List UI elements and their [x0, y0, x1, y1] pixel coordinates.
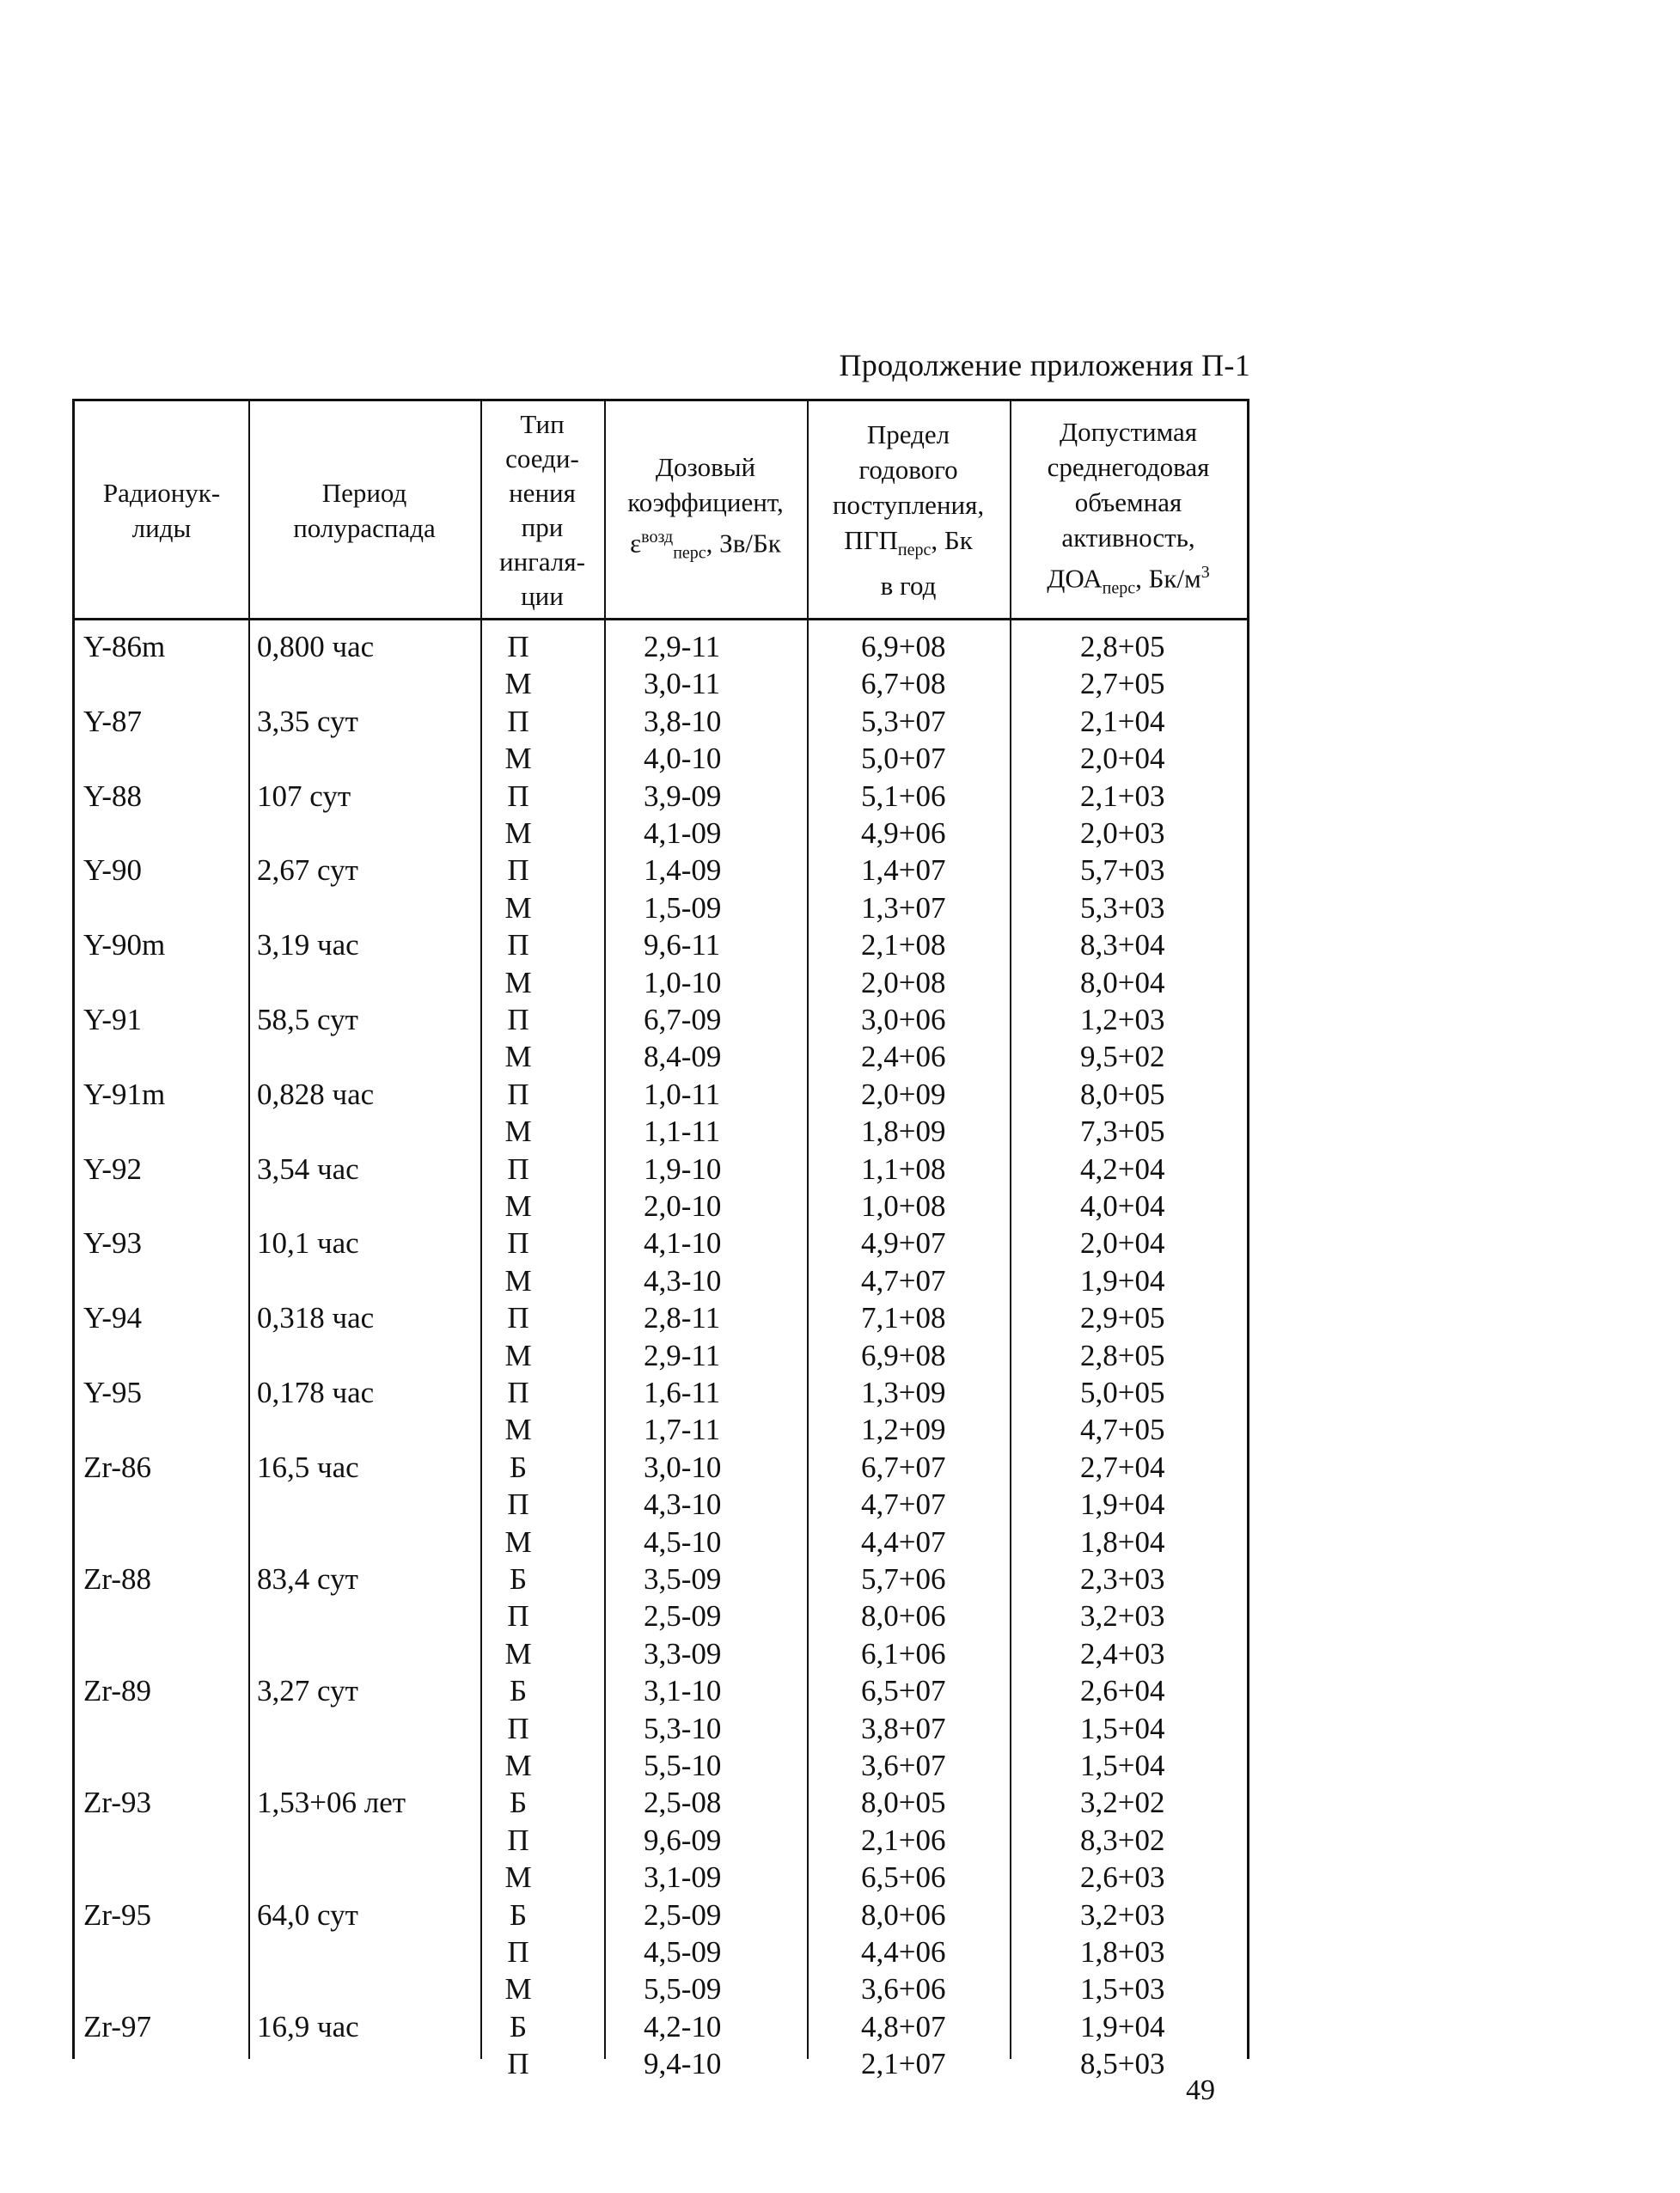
concentration-cell: 1,5+04	[1080, 1749, 1165, 1782]
header-doa-sup: 3	[1200, 562, 1210, 582]
header-dose-line: коэффициент,	[627, 486, 784, 517]
nuclide-cell: Y-90	[83, 853, 143, 888]
header-type-line: Тип	[520, 408, 565, 439]
header-nuclide-line: Радионук-	[102, 477, 221, 508]
concentration-cell: 5,3+03	[1080, 890, 1165, 925]
dose-coefficient-cell: 2,9-11	[644, 630, 721, 663]
concentration-cell: 3,2+03	[1080, 1897, 1165, 1932]
header-period-line: полураспада	[293, 512, 436, 543]
period-cell: 3,27 сут	[257, 1674, 358, 1708]
header-dose-line: Дозовый	[655, 451, 756, 482]
header-doa-line: активность,	[1061, 522, 1195, 553]
intake-limit-cell: 6,5+06	[861, 1860, 946, 1895]
header-dose-sup: возд	[641, 527, 674, 547]
header-dose-unit: , Зв/Бк	[706, 528, 781, 559]
dose-coefficient-cell: 4,0-10	[644, 742, 722, 776]
dose-coefficient-cell: 8,4-09	[644, 1040, 722, 1074]
concentration-cell: 8,3+04	[1080, 928, 1165, 962]
dose-coefficient-cell: 3,5-09	[644, 1562, 722, 1596]
intake-limit-cell: 3,8+07	[861, 1711, 946, 1745]
compound-type-cell: П	[507, 1151, 529, 1186]
table-row	[75, 1374, 1247, 1411]
table-row	[75, 740, 1247, 777]
nuclide-cell: Y-95	[83, 1376, 143, 1409]
nuclide-cell: Zr-88	[83, 1562, 151, 1596]
table-row	[75, 1524, 1247, 1561]
concentration-cell: 2,7+05	[1080, 667, 1165, 701]
compound-type-cell: Б	[509, 1450, 528, 1484]
header-ppg-unit: , Бк	[931, 524, 973, 555]
concentration-cell: 2,1+03	[1080, 779, 1165, 813]
compound-type-cell: П	[507, 630, 529, 663]
header-ppg-line: Предел	[866, 418, 950, 449]
concentration-cell: 2,6+04	[1080, 1674, 1165, 1708]
compound-type-cell: Б	[509, 1897, 528, 1932]
compound-type-cell: М	[504, 742, 532, 776]
intake-limit-cell: 1,8+09	[861, 1115, 946, 1149]
table-row	[75, 1970, 1247, 2007]
nuclide-cell: Zr-97	[83, 2009, 151, 2043]
dose-coefficient-cell: 5,3-10	[644, 1711, 722, 1745]
concentration-cell: 2,6+03	[1080, 1860, 1165, 1895]
table-row	[75, 852, 1247, 889]
intake-limit-cell: 4,7+07	[861, 1263, 946, 1298]
header-type-line: ции	[521, 580, 564, 611]
period-cell: 0,318 час	[257, 1301, 375, 1335]
period-cell: 3,19 час	[257, 928, 359, 962]
dose-coefficient-cell: 6,7-09	[644, 1003, 722, 1036]
concentration-cell: 8,3+02	[1080, 1823, 1165, 1857]
table-row	[75, 1933, 1247, 1970]
concentration-cell: 7,3+05	[1080, 1115, 1165, 1149]
concentration-cell: 1,9+04	[1080, 1263, 1165, 1298]
compound-type-cell: Б	[509, 1674, 528, 1708]
dose-coefficient-cell: 9,6-09	[644, 1823, 722, 1857]
intake-limit-cell: 4,4+07	[861, 1524, 946, 1559]
compound-type-cell: П	[507, 1226, 529, 1261]
nuclide-cell: Zr-93	[83, 1786, 151, 1820]
dose-coefficient-cell: 4,5-10	[644, 1524, 722, 1559]
concentration-cell: 2,3+03	[1080, 1562, 1165, 1596]
table-row	[75, 1597, 1247, 1634]
table-row	[75, 1635, 1247, 1672]
concentration-cell: 2,0+04	[1080, 742, 1165, 776]
table-row	[75, 703, 1247, 740]
dose-coefficient-cell: 3,1-09	[644, 1860, 722, 1895]
compound-type-cell: П	[507, 1376, 529, 1409]
dose-coefficient-cell: 1,4-09	[644, 853, 722, 888]
concentration-cell: 2,4+03	[1080, 1636, 1165, 1671]
intake-limit-cell: 4,8+07	[861, 2009, 946, 2043]
intake-limit-cell: 5,7+06	[861, 1562, 946, 1596]
period-cell: 83,4 сут	[257, 1562, 358, 1596]
dose-coefficient-cell: 1,0-10	[644, 965, 722, 999]
table-row	[75, 1897, 1247, 1933]
concentration-cell: 5,7+03	[1080, 853, 1165, 888]
dose-coefficient-cell: 2,9-11	[644, 1338, 721, 1372]
header-nuclide	[75, 401, 248, 619]
table-row	[75, 1859, 1247, 1896]
intake-limit-cell: 8,0+06	[861, 1599, 946, 1634]
compound-type-cell: П	[507, 1935, 529, 1969]
intake-limit-cell: 2,1+08	[861, 928, 946, 962]
table-row	[75, 1001, 1247, 1038]
table-row	[75, 1710, 1247, 1747]
compound-type-cell: М	[504, 1860, 532, 1895]
table-row	[75, 665, 1247, 702]
intake-limit-cell: 3,0+06	[861, 1003, 946, 1036]
compound-type-cell: П	[507, 2047, 529, 2081]
header-type-line: соеди-	[505, 443, 579, 473]
dose-coefficient-cell: 4,1-09	[644, 816, 722, 850]
intake-limit-cell: 1,4+07	[861, 853, 946, 888]
compound-type-cell: П	[507, 779, 529, 813]
intake-limit-cell: 4,9+06	[861, 816, 946, 850]
header-doa-unit: , Бк/м	[1135, 563, 1201, 594]
dose-coefficient-cell: 5,5-10	[644, 1749, 722, 1782]
nuclide-cell: Y-94	[83, 1301, 143, 1335]
compound-type-cell: М	[504, 1972, 532, 2007]
compound-type-cell: М	[504, 890, 532, 925]
period-cell: 3,54 час	[257, 1151, 359, 1186]
table-row	[75, 1561, 1247, 1597]
dose-coefficient-cell: 2,5-08	[644, 1786, 722, 1820]
continuation-title: Продолжение приложения П-1	[839, 348, 1250, 382]
table-row	[75, 1486, 1247, 1523]
table-row	[75, 1784, 1247, 1821]
intake-limit-cell: 4,4+06	[861, 1935, 946, 1969]
table-row	[75, 1113, 1247, 1150]
header-type	[480, 401, 604, 619]
table-row	[75, 1672, 1247, 1709]
nuclide-cell: Y-93	[83, 1226, 143, 1261]
dose-coefficient-cell: 1,9-10	[644, 1151, 722, 1186]
intake-limit-cell: 6,9+08	[861, 1338, 946, 1372]
intake-limit-cell: 5,1+06	[861, 779, 946, 813]
intake-limit-cell: 7,1+08	[861, 1301, 946, 1335]
period-cell: 2,67 сут	[257, 853, 358, 888]
header-ppg-line: годового	[858, 454, 958, 485]
concentration-cell: 8,0+04	[1080, 965, 1165, 999]
concentration-cell: 9,5+02	[1080, 1040, 1165, 1074]
header-period	[248, 401, 480, 619]
period-cell: 10,1 час	[257, 1226, 359, 1261]
concentration-cell: 2,0+04	[1080, 1226, 1165, 1261]
dose-coefficient-cell: 3,8-10	[644, 704, 722, 738]
header-type-line: ингаля-	[499, 546, 585, 577]
compound-type-cell: Б	[509, 2009, 528, 2043]
intake-limit-cell: 6,7+07	[861, 1450, 946, 1484]
period-cell: 1,53+06 лет	[257, 1786, 406, 1820]
nuclide-cell: Y-92	[83, 1151, 143, 1186]
dose-coefficient-cell: 1,5-09	[644, 890, 722, 925]
compound-type-cell: П	[507, 853, 529, 888]
compound-type-cell: П	[507, 1487, 529, 1522]
dose-coefficient-cell: 4,1-10	[644, 1226, 722, 1261]
header-doa-symbol: ДОА	[1047, 563, 1103, 594]
concentration-cell: 5,0+05	[1080, 1376, 1165, 1409]
period-cell: 0,800 час	[257, 630, 375, 663]
period-cell: 64,0 сут	[257, 1897, 358, 1932]
intake-limit-cell: 8,0+06	[861, 1897, 946, 1932]
header-ppg-symbol: ПГП	[844, 524, 898, 555]
concentration-cell: 1,9+04	[1080, 1487, 1165, 1522]
nuclide-cell: Y-87	[83, 704, 143, 738]
compound-type-cell: М	[504, 816, 532, 850]
dose-coefficient-cell: 4,5-09	[644, 1935, 722, 1969]
concentration-cell: 1,9+04	[1080, 2009, 1165, 2043]
concentration-cell: 2,7+04	[1080, 1450, 1165, 1484]
dose-coefficient-cell: 4,3-10	[644, 1487, 722, 1522]
dose-coefficient-cell: 1,0-11	[644, 1077, 721, 1111]
dose-coefficient-cell: 4,2-10	[644, 2009, 722, 2043]
dose-coefficient-cell: 3,1-10	[644, 1674, 722, 1708]
concentration-cell: 2,0+03	[1080, 816, 1165, 850]
compound-type-cell: М	[504, 1263, 532, 1298]
compound-type-cell: П	[507, 928, 529, 962]
compound-type-cell: Б	[509, 1786, 528, 1820]
concentration-cell: 1,5+03	[1080, 1972, 1165, 2007]
dose-coefficient-cell: 4,3-10	[644, 1263, 722, 1298]
concentration-cell: 4,2+04	[1080, 1151, 1165, 1186]
dose-coefficient-cell: 1,6-11	[644, 1376, 721, 1409]
header-doa-sub: перс	[1102, 578, 1136, 598]
dose-coefficient-cell: 3,0-11	[644, 667, 721, 701]
intake-limit-cell: 2,0+09	[861, 1077, 946, 1111]
compound-type-cell: М	[504, 1040, 532, 1074]
concentration-cell: 8,5+03	[1080, 2047, 1165, 2081]
dose-coefficient-cell: 5,5-09	[644, 1972, 722, 2007]
intake-limit-cell: 6,5+07	[861, 1674, 946, 1708]
intake-limit-cell: 6,9+08	[861, 630, 946, 663]
table-row	[75, 1151, 1247, 1188]
dose-coefficient-cell: 3,0-10	[644, 1450, 722, 1484]
dose-coefficient-cell: 3,9-09	[644, 779, 722, 813]
intake-limit-cell: 4,7+07	[861, 1487, 946, 1522]
intake-limit-cell: 4,9+07	[861, 1226, 946, 1261]
header-dose-sub: перс	[673, 543, 706, 563]
intake-limit-cell: 1,3+07	[861, 890, 946, 925]
table-row	[75, 1449, 1247, 1486]
intake-limit-cell: 8,0+05	[861, 1786, 946, 1820]
period-cell: 58,5 сут	[257, 1003, 358, 1036]
compound-type-cell: М	[504, 965, 532, 999]
dose-coefficient-cell: 2,0-10	[644, 1189, 722, 1223]
intake-limit-cell: 5,0+07	[861, 742, 946, 776]
nuclide-cell: Y-91m	[83, 1077, 166, 1111]
header-type-line: при	[521, 511, 564, 542]
concentration-cell: 1,8+04	[1080, 1524, 1165, 1559]
dose-coefficient-cell: 3,3-09	[644, 1636, 722, 1671]
page-number: 49	[1186, 2074, 1215, 2106]
header-ppg	[807, 401, 1010, 619]
intake-limit-cell: 2,1+07	[861, 2047, 946, 2081]
compound-type-cell: М	[504, 1338, 532, 1372]
table-row	[75, 1411, 1247, 1448]
radionuclide-table	[72, 399, 1249, 2081]
intake-limit-cell: 1,2+09	[861, 1413, 946, 1447]
compound-type-cell: М	[504, 1524, 532, 1559]
table-row	[75, 1188, 1247, 1225]
nuclide-cell: Zr-95	[83, 1897, 151, 1932]
table-row	[75, 2045, 1247, 2082]
header-dose-symbol: ε	[630, 528, 642, 559]
nuclide-cell: Y-86m	[83, 630, 166, 663]
compound-type-cell: П	[507, 1003, 529, 1036]
intake-limit-cell: 6,1+06	[861, 1636, 946, 1671]
period-cell: 0,178 час	[257, 1376, 375, 1409]
period-cell: 3,35 сут	[257, 704, 358, 738]
header-doa-line: объемная	[1074, 486, 1182, 517]
header-nuclide-line: лиды	[131, 512, 192, 543]
concentration-cell: 4,7+05	[1080, 1413, 1165, 1447]
compound-type-cell: П	[507, 1077, 529, 1111]
compound-type-cell: М	[504, 1115, 532, 1149]
intake-limit-cell: 3,6+07	[861, 1749, 946, 1782]
table-row	[75, 778, 1247, 815]
table-row	[75, 964, 1247, 1001]
dose-coefficient-cell: 1,1-11	[644, 1115, 721, 1149]
table-row	[75, 1747, 1247, 1784]
header-ppg-sub: перс	[897, 541, 932, 560]
intake-limit-cell: 2,0+08	[861, 965, 946, 999]
intake-limit-cell: 3,6+06	[861, 1972, 946, 2007]
nuclide-cell: Y-90m	[83, 928, 166, 962]
table-row	[75, 2008, 1247, 2045]
dose-coefficient-cell: 9,6-11	[644, 928, 721, 962]
dose-coefficient-cell: 1,7-11	[644, 1413, 721, 1447]
concentration-cell: 3,2+02	[1080, 1786, 1165, 1820]
concentration-cell: 1,2+03	[1080, 1003, 1165, 1036]
table-row	[75, 1262, 1247, 1299]
header-doa	[1010, 401, 1247, 619]
table-row	[75, 1337, 1247, 1374]
header-doa-line: Допустимая	[1059, 416, 1198, 447]
compound-type-cell: П	[507, 1599, 529, 1634]
compound-type-cell: П	[507, 1823, 529, 1857]
nuclide-cell: Zr-86	[83, 1450, 151, 1484]
table-row	[75, 1038, 1247, 1075]
concentration-cell: 2,9+05	[1080, 1301, 1165, 1335]
compound-type-cell: П	[507, 1711, 529, 1745]
compound-type-cell: М	[504, 1749, 532, 1782]
table-row	[75, 926, 1247, 963]
header-type-line: нения	[509, 477, 576, 508]
intake-limit-cell: 1,0+08	[861, 1189, 946, 1223]
compound-type-cell: П	[507, 704, 529, 738]
header-ppg-line: в год	[880, 571, 937, 602]
compound-type-cell: М	[504, 1189, 532, 1223]
compound-type-cell: Б	[509, 1562, 528, 1596]
intake-limit-cell: 5,3+07	[861, 704, 946, 738]
table-row	[75, 628, 1247, 665]
dose-coefficient-cell: 9,4-10	[644, 2047, 722, 2081]
compound-type-cell: П	[507, 1301, 529, 1335]
table-row	[75, 1299, 1247, 1336]
intake-limit-cell: 6,7+08	[861, 667, 946, 701]
intake-limit-cell: 2,4+06	[861, 1040, 946, 1074]
dose-coefficient-cell: 2,5-09	[644, 1599, 722, 1634]
dose-coefficient-cell: 2,8-11	[644, 1301, 721, 1335]
concentration-cell: 1,8+03	[1080, 1935, 1165, 1969]
header-doa-line: среднегодовая	[1047, 451, 1210, 482]
concentration-cell: 8,0+05	[1080, 1077, 1165, 1111]
period-cell: 16,5 час	[257, 1450, 359, 1484]
intake-limit-cell: 1,3+09	[861, 1376, 946, 1409]
compound-type-cell: М	[504, 667, 532, 701]
compound-type-cell: М	[504, 1413, 532, 1447]
table-row	[75, 889, 1247, 926]
table-row	[75, 1822, 1247, 1859]
nuclide-cell: Y-91	[83, 1003, 143, 1036]
nuclide-cell: Zr-89	[83, 1674, 151, 1708]
nuclide-cell: Y-88	[83, 779, 143, 813]
header-ppg-line: поступления,	[832, 489, 985, 520]
intake-limit-cell: 2,1+06	[861, 1823, 946, 1857]
concentration-cell: 1,5+04	[1080, 1711, 1165, 1745]
concentration-cell: 2,1+04	[1080, 704, 1165, 738]
concentration-cell: 2,8+05	[1080, 1338, 1165, 1372]
header-dose	[604, 401, 807, 619]
intake-limit-cell: 1,1+08	[861, 1151, 946, 1186]
concentration-cell: 2,8+05	[1080, 630, 1165, 663]
period-cell: 0,828 час	[257, 1077, 375, 1111]
table-row	[75, 1076, 1247, 1113]
header-period-line: Период	[321, 477, 407, 508]
period-cell: 16,9 час	[257, 2009, 359, 2043]
table-row	[75, 1225, 1247, 1261]
period-cell: 107 сут	[257, 779, 351, 813]
table-row	[75, 815, 1247, 852]
concentration-cell: 4,0+04	[1080, 1189, 1165, 1223]
compound-type-cell: М	[504, 1636, 532, 1671]
dose-coefficient-cell: 2,5-09	[644, 1897, 722, 1932]
concentration-cell: 3,2+03	[1080, 1599, 1165, 1634]
